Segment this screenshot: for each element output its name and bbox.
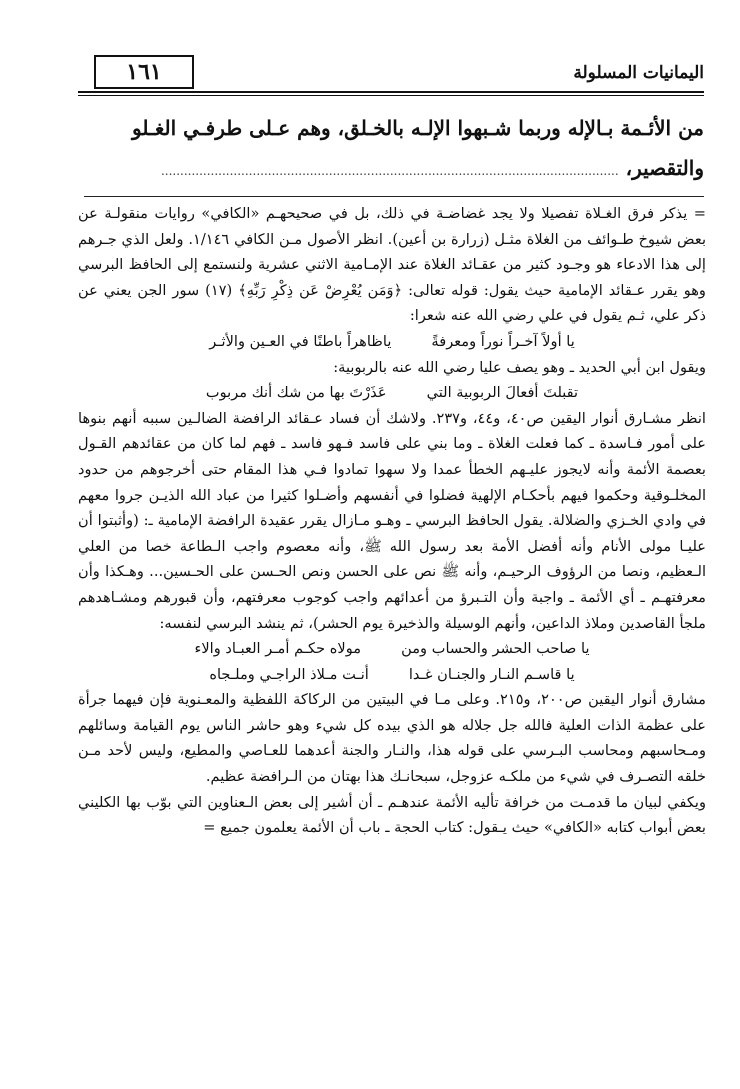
running-title: اليمانيات المسلولة — [573, 63, 704, 83]
footnote-paragraph-3: انظر مشـارق أنوار اليقين ص٤٠، و٤٤، و٢٣٧. ولاشك أن فساد عـقائد الرافضة الضالـين سببه أنهم بنوها على أمور فـاسدة ـ كما فعلت الغلاة ـ وما بني على فاسد فـهو فاسد ـ فهم لما كان من عقائدهم القـول بعصمة الأئمة وأنه لايجوز عليـهم الخطأ عمدا ولا سهوا تمادوا فـي هذا المقام حتى أخرجوهم من حدود المخلـوقية وحكموا فيهم بأحكـام الإلهية فضلوا في أنفسهم وأضـلوا كثيرا من عباد الله الذيـن جروا معهم في وادي الخـزي والضلالة. يقول الحافظ البرسي ـ وهـو مـازال يقرر عقيدة الرافضة الإمامية ـ: (وأثبتوا أن عليـا مولى الأنام وأنه أفضل الأمة بعد رسول الله ﷺ، وأنه معصوم واجب الـطاعة خصا من العلي الـعظيم، ونصا من الرؤوف الرحيـم، وأنه ﷺ نص على الحسن ونص الحـسن على الحـسين... وهـكذا وأن معرفتهـم ـ أي الأئمة ـ واجبة وأن التـبرؤ من أعدائهم واجب كوجوب معرفتهم، وأن قبورهم ومشـاهدهم ملجأ القاصدين وملاذ الداعين، وأنهم الوسيلة والذخيرة يوم الحشر)، ثم ينشد البرسي لنفسه: — [78, 409, 706, 632]
footnote-block — [78, 201, 706, 841]
footnote-paragraph-5: ويكفي لبيان ما قدمـت من خرافة تأليه الأئمة عندهـم ـ أن أشير إلى بعض الـعناوين التي بوّب بها الكليني بعض أبواب كتابه «الكافي» حيث يـقول: كتاب الحجة ـ باب أن الأئمة يعلمون جميع = — [78, 793, 706, 837]
main-text-line-1: من الأئـمة بـالإله وربما شـبهوا الإلـه بالخـلق، وهم عـلى طرفـي الغـلو — [132, 116, 704, 140]
poem-verse-3-second-hemistich: مولاه حكـم أمـر العبـاد والاء — [194, 640, 362, 658]
page-header — [78, 55, 704, 95]
footnote-separator — [84, 196, 704, 197]
poem-verse-3 — [78, 636, 706, 662]
page-number: ١٦١ — [94, 55, 194, 89]
poem-verse-1-second-hemistich: ياظاهراً باطنًا في العـين والأثـر — [209, 332, 392, 350]
poem-verse-2-second-hemistich: عَذَرْتَ بها من شك أنك مربوب — [205, 384, 387, 402]
poem-verse-4-second-hemistich: أنـت مـلاذ الراجـي وملـجاه — [209, 665, 369, 683]
header-rule — [78, 91, 704, 93]
footnote-paragraph-2: ويقول ابن أبي الحديد ـ وهو يصف عليا رضي الله عنه بالربوبية: — [333, 358, 706, 376]
poem-verse-1 — [78, 329, 706, 355]
leader-dots: ........................................................................................................................ — [160, 164, 619, 178]
poem-verse-3-first-hemistich: يا صاحب الحشر والحساب ومن — [401, 640, 590, 658]
poem-verse-4-first-hemistich: يا قاسـم النـار والجنـان غـدا — [408, 665, 575, 683]
main-text — [84, 108, 704, 191]
poem-verse-4 — [78, 662, 706, 688]
main-text-line-2-word: والتقصير، — [625, 156, 704, 180]
footnote-paragraph-1: = يذكر فرق الغـلاة تفصيلا ولا يجد غضاضـة في ذلك، بل في صحيحهـم «الكافي» روايات منقولـة عن بعض شيوخ طـوائف من الغلاة مثـل (زرارة بن أعين). انظر الأصول مـن الكافي ١/١٤٦. ولعل الذي جـرهم إلى هذا الادعاء هو وجـود كثير من عقـائد الغلاة عند الإمـامية الاثني عشرية ولنستمع إلى الحافظ البرسي وهو يقرر عـقائد الإمامية حيث يقول: قوله تعالى: ﴿وَمَن يُعْرِضْ عَن ذِكْرِ رَبِّهِ﴾ (١٧) سور الجن يعني عن ذكر علي، ثـم يقول في علي رضي الله عنه شعرا: — [78, 205, 707, 325]
poem-verse-2-first-hemistich: تقبلتَ أفعالَ الربوبية التي — [426, 384, 579, 402]
poem-verse-1-first-hemistich: يا أولاً آخـراً نوراً ومعرفةً — [431, 332, 575, 350]
footnote-paragraph-4: مشارق أنوار اليقين ص٢٠٠، و٢١٥. وعلى مـا في البيتين من الركاكة اللفظية والمعـنوية فإن فيهما جرأة على عظمة الذات العلية فالله جل جلاله هو الذي بيده كل شيء وهو حاشر الناس يوم القيامة وسائلهم ومـحاسبهم ومحاسب البـرسي على قوله هذا، والنـار والجنة أعدهما للعـاصي والمطيع، وليس لأحد مـن خلقه التصـرف في شيء من ملكـه عزوجل، سبحانـك هذا بهتان من الـرافضة عظيم. — [78, 691, 706, 786]
header-rule-thin — [78, 95, 704, 96]
poem-verse-2 — [78, 380, 706, 406]
main-text-line-2 — [84, 148, 704, 191]
